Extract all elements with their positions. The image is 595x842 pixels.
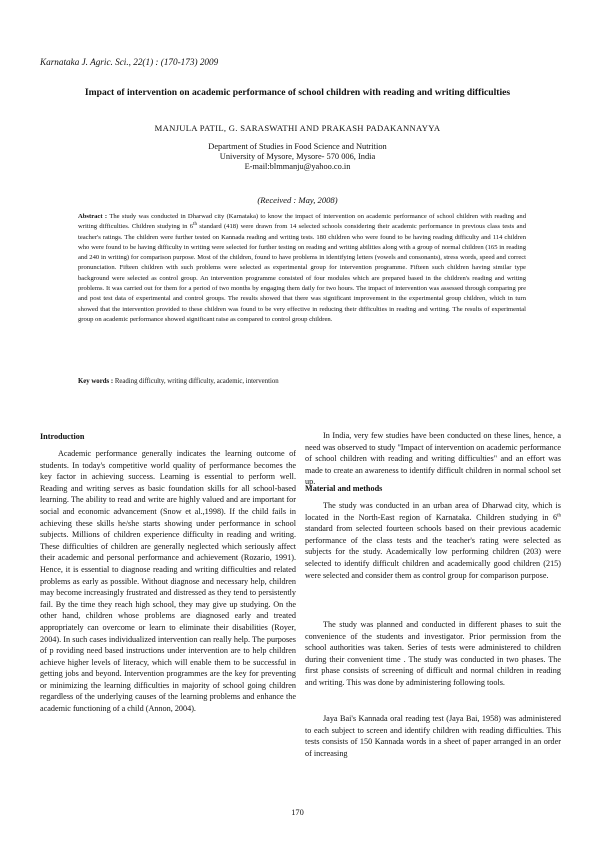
- affiliation-university: University of Mysore, Mysore- 570 006, India: [219, 152, 376, 162]
- article-authors: MANJULA PATIL, G. SARASWATHI AND PRAKASH PADAKANNAYYA: [154, 123, 441, 133]
- methods-text-part1: The study was conducted in an urban area of Dharwad city, which is located in the North-East region of Karnataka. Children studying in 6: [305, 501, 561, 522]
- india-paragraph: In India, very few studies have been conducted on these lines, hence, a need was observed to study "Impact of intervention on academic performance of school children with reading and writing difficulties" and an effort was made to create an awareness to identify difficult children in normal school set up.: [305, 431, 561, 487]
- abstract-text-part1: The study was conducted in Dharwad city (Karnataka) to know the impact of intervention on academic performance of school children with reading and writing difficulties. Children studying in 6: [78, 213, 527, 231]
- page-number: 170: [291, 808, 304, 817]
- keywords: [78, 378, 526, 385]
- keywords-text: Reading difficulty, writing difficulty, academic, intervention: [114, 378, 279, 385]
- methods-heading: Material and methods: [305, 484, 383, 493]
- abstract: [78, 212, 526, 325]
- affiliation-department: Department of Studies in Food Science and Nutrition: [208, 142, 387, 151]
- introduction-heading: Introduction: [40, 432, 85, 441]
- affiliation-email: E-mail:blmmanju@yahoo.co.in: [244, 162, 351, 172]
- methods-text-part2: standard from selected fourteen schools based on their previous academic performance of the class tests and the teacher's rating were selected as subjects for the study. Academically low performing children (203) were selected to identify difficult children and academically good children (215) were selected and consider them as control group for comparison purpose.: [305, 524, 561, 580]
- received-date: (Received : May, 2008): [257, 195, 338, 205]
- journal-reference: Karnataka J. Agric. Sci., 22(1) : (170-173) 2009: [40, 57, 219, 67]
- reading-test-paragraph: Jaya Bai's Kannada oral reading test (Jaya Bai, 1958) was administered to each subject to screen and identify children with reading difficulties. This tests consists of 150 Kannada words in a sheet of paper arranged in an order of increasing: [305, 714, 561, 758]
- methods-paragraph: [305, 500, 561, 581]
- affiliation-block: [32, 142, 563, 173]
- abstract-text-part2: standard (418) were drawn from 14 selected schools considering their academic performance in previous class tests and teacher's ratings. The children were further tested on Kannada reading and writing tests. 180 children who were found to be having reading difficulty and 114 children who were found to be having difficulty in writing were selected for further testing on reading and writing abilities along with a group of normal children (165 in reading and 240 in writing) for comparison purpose. Most of the children, found to have problems in identifying letters (vowels and consonants), stress words, speed and correct pronunciation. Fifteen children with such problems were selected as experimental group for intervention programme. Fifteen such children having similar type background were selected as control group. An intervention programme consisted of four modules which are prepared based in the children's reading and writing problems. It was carried out for them for a period of two months by engaging them daily for two hours. The impact of intervention was assessed through comparing pre and post test data of experimental and control groups. The results showed that there was significant improvement in the experimental group children, which in turn showed that the intervention provided to these children was found to be very effective in reducing their difficulties in reading and writing. The results of experimental group on academic performance showed significant raise as compared to control group children.: [78, 223, 526, 323]
- abstract-superscript: th: [193, 222, 197, 228]
- keywords-label: Key words :: [78, 378, 115, 385]
- methods-superscript: th: [557, 512, 561, 518]
- phases-paragraph: The study was planned and conducted in different phases to suit the convenience of the students and investigator. Prior permission from the school authorities was taken. Series of tests were administered to children during their convenient time . The study was conducted in two phases. The first phase consists of screening of difficult and normal children in reading and writing. This was done by administering following tools.: [305, 620, 561, 687]
- article-title: Impact of intervention on academic performance of school children with reading and writing difficulties: [84, 87, 511, 98]
- abstract-label: Abstract :: [78, 213, 110, 220]
- introduction-paragraph: Academic performance generally indicates the learning outcome of students. In today's competitive world quality of performance becomes the key factor in achieving success. Learning is essential to perform well. Reading and writing serves as basic foundation skills for all school-based learning. The ability to read and write are highly valued and are important for social and economic advancement (Snow et al.,1998). If the child fails in achieving these skills he/she starts showing under performance in school subjects. Millions of children experience difficulty in reading and writing. These difficulties of children are generally neglected which seriously affect their academic and personal performance and achievement (Rozario, 1991). Hence, it is essential to diagnose reading and writing difficulties and related problems as early as possible. Without diagnose and necessary help, children may become increasingly frustrated and distressed as they tend to persistently fail. By the time they reach high school, they may give up studying. On the other hand, children whose problems are diagnosed early and treated appropriately can overcome or learn to eliminate their disabilities (Royer, 2004). In such cases individualized intervention can really help. The purposes of p roviding need based instructions under intervention are to help children achieve higher levels of literacy, which will enable them to be successful in getting jobs and beyond. Intervention programmes are the key for preventing or minimizing the learning difficulties in majority of school going children regardless of the underlying causes of the learning problems and enhance the academic functioning of a child (Annon, 2004).: [40, 449, 296, 714]
